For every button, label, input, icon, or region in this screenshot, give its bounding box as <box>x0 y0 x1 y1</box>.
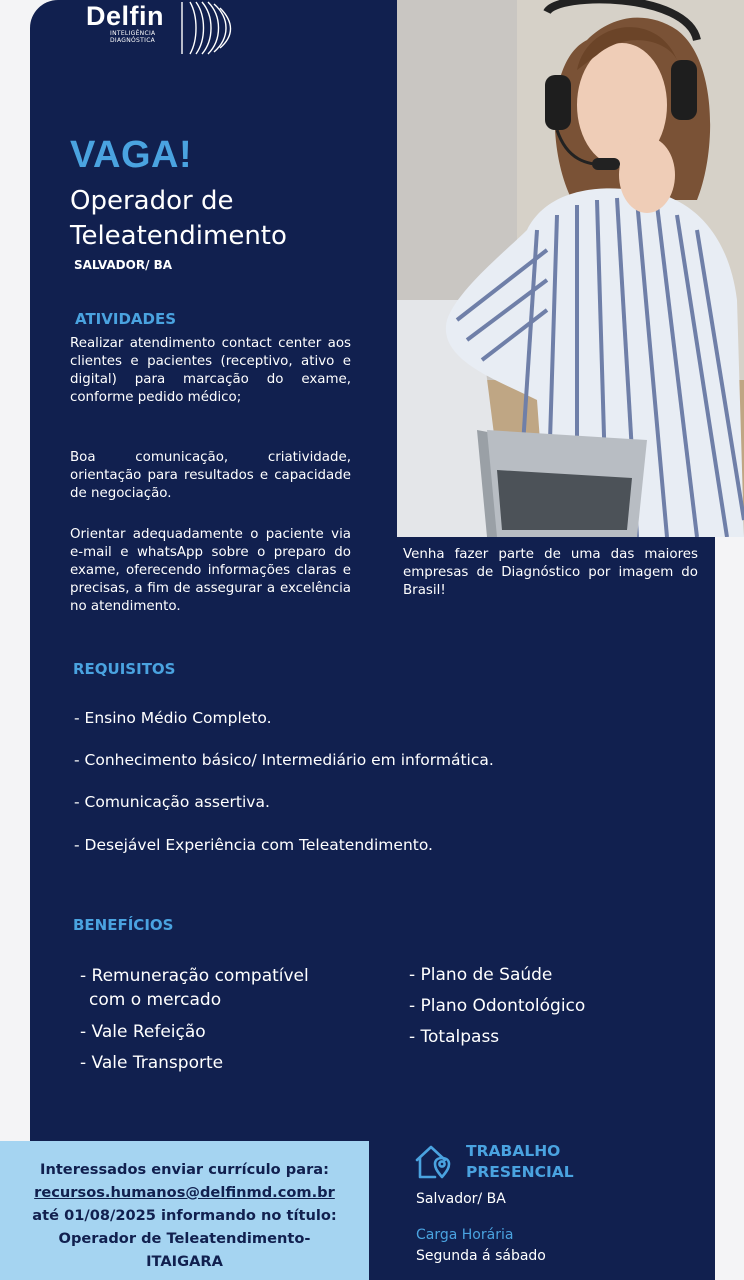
beneficio-item: - Vale Refeição <box>80 1022 206 1042</box>
logo-subtitle-2: DIAGNÓSTICA <box>110 37 156 44</box>
beneficio-item: - Vale Transporte <box>80 1053 224 1073</box>
logo-name: Delfin <box>86 1 165 31</box>
work-mode-line-1: TRABALHO <box>466 1142 561 1160</box>
apply-email-link[interactable]: recursos.humanos@delfinmd.com.br <box>34 1184 335 1201</box>
beneficio-item: - Plano Odontológico <box>409 996 586 1016</box>
apply-subject-line-1: Operador de Teleatendimento- <box>58 1230 311 1247</box>
apply-box <box>0 1141 369 1280</box>
requisito-item-4: - Desejável Experiência com Teleatendimento. <box>74 836 433 854</box>
beneficio-item: - Remuneração compatível <box>80 966 309 986</box>
operator-photo <box>397 0 744 537</box>
requisitos-heading: REQUISITOS <box>73 660 176 678</box>
job-role-line-2: Teleatendimento <box>70 221 287 251</box>
work-mode-line-2: PRESENCIAL <box>466 1163 574 1181</box>
logo-mark-icon <box>178 0 238 58</box>
apply-subject-line-2: ITAIGARA <box>146 1253 223 1270</box>
atividades-paragraph-2: Boa comunicação, criatividade, orientação para resultados e capacidade de negociação. <box>70 450 351 501</box>
apply-instruction: Interessados enviar currículo para: <box>40 1161 329 1178</box>
hours-label: Carga Horária <box>416 1227 514 1243</box>
requisito-item-2: - Conhecimento básico/ Intermediário em informática. <box>74 751 494 769</box>
work-hours: Segunda á sábado <box>416 1248 546 1264</box>
atividades-paragraph-3: Orientar adequadamente o paciente via e-mail e whatsApp sobre o preparo do exame, oferecendo informações claras e precisas, a fim de assegurar a excelência no atendimento. <box>70 527 351 614</box>
job-role-line-1: Operador de <box>70 186 234 216</box>
job-role <box>70 184 390 254</box>
requisito-item-1: - Ensino Médio Completo. <box>74 709 272 727</box>
beneficios-heading: BENEFÍCIOS <box>73 916 174 934</box>
apply-deadline: até 01/08/2025 informando no título: <box>32 1207 337 1224</box>
logo-subtitle-1: INTELIGÊNCIA <box>110 30 156 37</box>
office-location-icon <box>414 1143 454 1181</box>
beneficio-item: - Totalpass <box>409 1027 500 1047</box>
atividades-paragraph-1: Realizar atendimento contact center aos clientes e pacientes (receptivo, ativo e digital) para marcação do exame, conforme pedido médico; <box>70 336 351 405</box>
requisito-item-3: - Comunicação assertiva. <box>74 793 270 811</box>
company-logo <box>86 2 164 44</box>
beneficio-item: com o mercado <box>89 990 222 1010</box>
beneficio-item: - Plano de Saúde <box>409 965 553 985</box>
company-tagline: Venha fazer parte de uma das maiores empresas de Diagnóstico por imagem do Brasil! <box>403 547 698 598</box>
work-mode <box>466 1141 574 1183</box>
atividades-heading: ATIVIDADES <box>75 310 177 328</box>
work-location: Salvador/ BA <box>416 1191 506 1207</box>
job-location: SALVADOR/ BA <box>74 258 173 272</box>
vacancy-title: VAGA! <box>70 134 193 176</box>
